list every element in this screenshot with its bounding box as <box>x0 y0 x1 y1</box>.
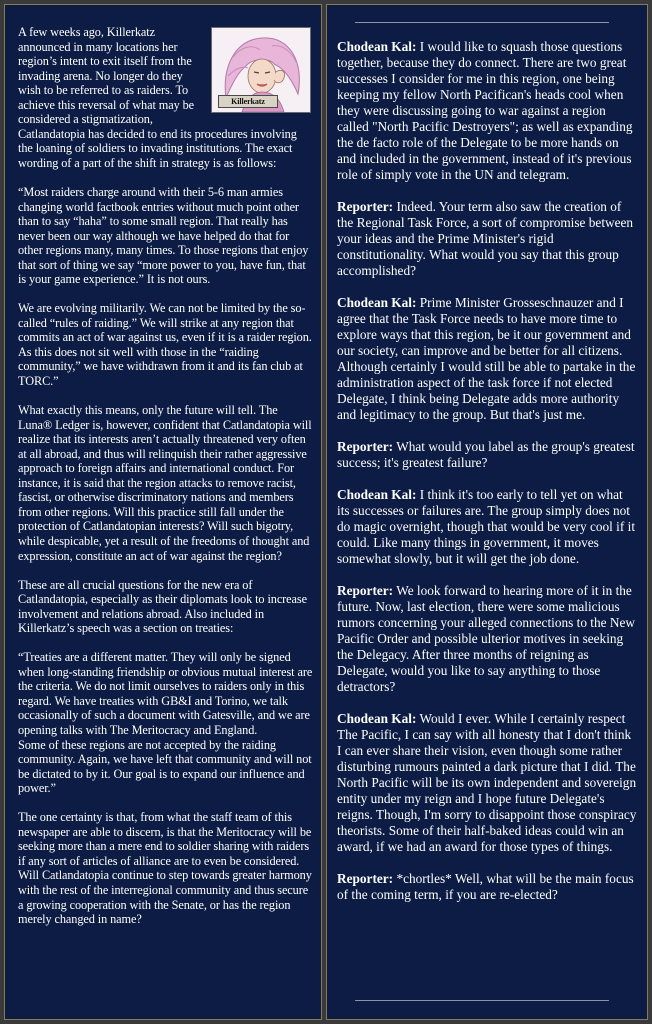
article-paragraph: The one certainty is that, from what the staff team of this newspaper are able to discern, is that the Meritocracy will be seeking more than a mere end to soldier sharing with raiders if any sort of articles of alliance are to even be considered. Will Catlandatopia continue to step towards greater harmony with the rest of the interregional community and thus secure a growing cooperation with the Senate, or has the region merely changed in name? <box>18 810 312 927</box>
exchange-text: *chortles* Well, what will be the main focus of the coming term, if you are re-elected? <box>337 871 634 902</box>
article-paragraph: Some of these regions are not accepted by the raiding community. Again, we have left that community and will not be dictated to by it. Our goal is to expand our influence and power.” <box>18 737 312 796</box>
interview-exchange <box>337 871 637 903</box>
article-paragraph: These are all crucial questions for the new era of Catlandatopia, especially as their diplomats look to increase involvement and relations abroad. Also included in Killerkatz’s speech was a section on treaties: <box>18 577 307 636</box>
speaker-label: Reporter: <box>337 583 394 598</box>
speaker-label: Reporter: <box>337 439 394 454</box>
interview-exchange <box>337 487 637 567</box>
exchange-text: We look forward to hearing more of it in the future. Now, last election, there were some malicious rumors concerning your alleged connections to the New Pacific Order and possible ulterior motives in seeking the Delegacy. After three months of reigning as Delegate, would you like to say anything to those detractors? <box>337 583 635 694</box>
left-article-text <box>18 25 314 941</box>
article-paragraph: We are evolving militarily. We can not be limited by the so-called “rules of raiding.” We will strike at any region that commits an act of war against us, even if it is a raider region. As this does not sit well with those in the “raiding community,” we have withdrawn from it and its fan club at TORC.” <box>18 301 312 389</box>
top-divider <box>355 22 609 23</box>
speaker-label: Chodean Kal: <box>337 295 417 310</box>
interview-exchange <box>337 39 637 183</box>
speaker-label: Chodean Kal: <box>337 711 417 726</box>
interview-exchange <box>337 439 637 471</box>
article-paragraph: “Treaties are a different matter. They will only be signed when long-standing friendship or obvious mutual interest are the criteria. We do not limit ourselves to raiders only in this regard. We have treaties with GB&I and Torino, we talk occasionally of such a document with Gatesville, and we are opening talks with The Meritocracy and England. <box>18 650 313 738</box>
right-interview-column <box>326 4 648 1020</box>
speaker-label: Chodean Kal: <box>337 487 417 502</box>
article-paragraph: “Most raiders charge around with their 5-6 man armies changing world factbook entries without much point other than to say “haha” to some small region. That really has never been our way although we have helped do that for other regions many, many times. To those regions that enjoy that sort of thing we say “more power to you, have fun, that is your game experience.” It is not ours. <box>18 184 309 287</box>
interview-exchange <box>337 295 637 423</box>
interview-text <box>337 39 637 919</box>
speaker-label: Chodean Kal: <box>337 39 417 54</box>
left-article-column <box>4 4 322 1020</box>
interview-exchange <box>337 583 637 695</box>
exchange-text: Prime Minister Grosseschnauzer and I agree that the Task Force needs to have more time to explore ways that this region, be it our government and our society, can improve and be better for all citizens. Although certainly I would still be able to partake in the administration aspect of the task force if not elected Delegate, I think being Delegate adds more authority and legitimacy to the group. But that's just me. <box>337 295 636 422</box>
exchange-text: What would you label as the group's greatest success; it's greatest failure? <box>337 439 635 470</box>
portrait-caption: Killerkatz <box>218 95 278 108</box>
interview-exchange <box>337 711 637 855</box>
speaker-label: Reporter: <box>337 199 394 214</box>
interview-exchange <box>337 199 637 279</box>
article-paragraph: What exactly this means, only the future will tell. The Luna® Ledger is, however, confident that Catlandatopia will realize that its interests aren’t actually threatened very often at all abroad, and thus will relinquish their rather aggressive approach to foreign affairs and international conduct. For instance, it is said that the region attacks to remove racist, fascist, or otherwise discriminatory nations and members from other regions. Will this practice still fall under the protection of Catlandatopian interests? Will such bigotry, while despicable, yet a result of the freedoms of thought and expression, constitute an act of war against the region? <box>18 403 312 563</box>
bottom-divider <box>355 1000 609 1001</box>
exchange-text: I think it's too early to tell yet on what its successes or failures are. The group simply does not do magic overnight, though that would be very cool if it could. Like many things in government, it moves somewhat slowly, but it will get the job done. <box>337 487 636 566</box>
exchange-text: Would I ever. While I certainly respect The Pacific, I can say with all honesty that I don't think I can ever share their vision, even though some rather disturbing rumours painted a dark picture that I did. The North Pacific will be its own independent and sovereign entity under my reign and I hope future Delegate's reigns. Though, I'm sorry to disappoint those conspiracy theorists. Some of their half-baked ideas could win an award, if we had an award for those types of things. <box>337 711 637 854</box>
article-paragraph <box>18 25 314 170</box>
killerkatz-portrait <box>211 27 311 113</box>
speaker-label: Reporter: <box>337 871 394 886</box>
article-paragraph-text: A few weeks ago, Killerkatz announced in many locations her region’s intent to exit itself from the invading arena. No longer do they wish to be referred to as raiders. To achieve this reversal of what may be considered a stigmatization, Catlandatopia has decided to end its procedures involving the loaning of soldiers to invading institutions. The exact wording of a part of the shift in strategy is as follows: <box>18 25 297 170</box>
exchange-text: I would like to squash those questions together, because they do connect. There are two great successes I consider for me in this region, one being keeping my fellow North Pacifican's heads cool when they were discussing going to war against a region called "North Pacific Destroyers"; as well as expanding the de facto role of the Delegate to be more hands on and included in the government, instead of it's previous role of simply vote in the UN and telegram. <box>337 39 633 182</box>
exchange-text: Indeed. Your term also saw the creation of the Regional Task Force, a sort of compromise between your ideas and the Prime Minister's rigid constitutionality. What would you say that this group accomplished? <box>337 199 634 278</box>
